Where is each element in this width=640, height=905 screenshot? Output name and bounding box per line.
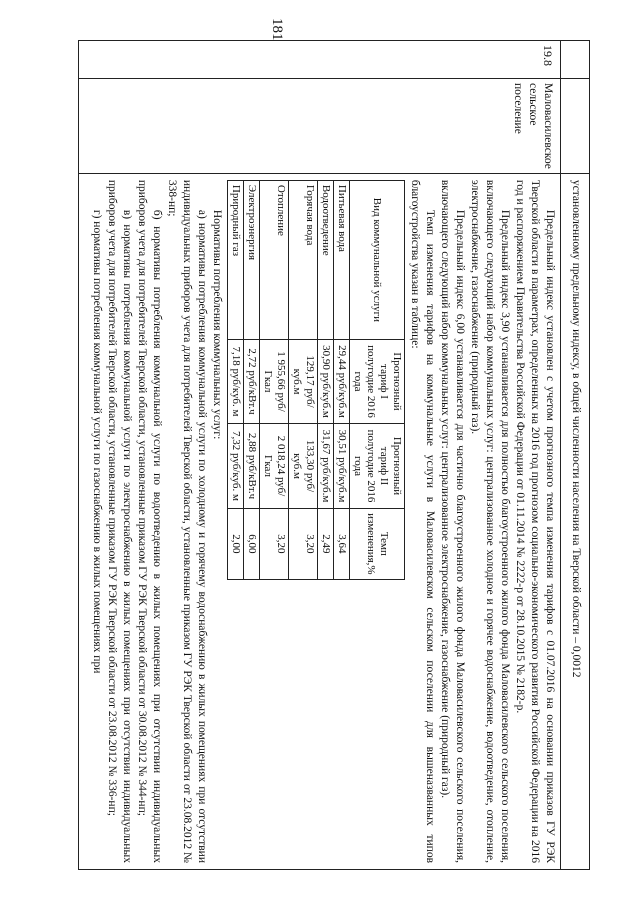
paragraph: Предельный индекс 6,00 устанавливается для частично благоустроенного жилого фонда Маловасилевского сельского поселения, включающего следующий набор коммунальных услуг: централизованное электроснабжение, газоснабжение (природный газ). [439, 179, 466, 863]
service-name: Водоотведение [318, 180, 334, 339]
norm-item: г) нормативы потребления коммунальной услуги по газоснабжению в жилых помещениях при [91, 209, 103, 674]
service-name: Горячая вода [289, 180, 318, 339]
norm-item: б) нормативы потребления коммунальной услуги по водоотведению в жилых помещениях при отсутствии индивидуальных приборов учета для потребителей Тверской области, установленные приказом ГУ РЭК Тверской области от 30.08.2012 № 344-нп; [136, 179, 163, 863]
tariff-h2: 30,51 руб/куб.м [334, 424, 350, 509]
table-row [289, 180, 318, 579]
paragraph: Предельный индекс установлен с учетом прогнозного темпа изменения тарифов с 01.07.2016 на основании приказов ГУ РЭК Тверской области в параметрах, определенных на 2016 год прогнозом социально-экономического развития Российской Федерации на 2016 год и распоряжением Правительства Российской Федерации от 01.11.2014 № 2222-р от 28.10.2015 № 2182-р. [514, 179, 556, 863]
norm-item: а) нормативы потребления коммунальной услуги по холодному и горячему водоснабжению в жилых помещениях при отсутствии индивидуальных приборов учета для потребителей Тверской области, установленные приказом ГУ РЭК Тверской области от 23.08.2012 № 338-нп; [166, 179, 208, 863]
change-rate: 6,00 [244, 508, 260, 579]
page-number: 181 [269, 18, 285, 41]
index-cell [79, 41, 561, 79]
description-cell [79, 173, 561, 869]
table-row [228, 180, 244, 579]
table-row [561, 41, 590, 870]
service-name: Электроэнергия [244, 180, 260, 339]
paragraph: Предельный индекс 3,90 устанавливается для полностью благоустроенного жилого фонда Маловасилевского сельского поселения, включающего следующий набор коммунальных услуг: централизованное холодное и горячее водоснабжение, водоотведение, отопление, электроснабжение, газоснабжение (природный газ). [469, 179, 511, 863]
settlement-name: Маловасилевское сельское поселение [512, 83, 554, 169]
settlement-cell-empty [561, 79, 590, 174]
tariff-h1: 129,17 руб/ куб.м [289, 339, 318, 423]
column-header: Прогнозный тариф II полугодие 2016 года [350, 424, 405, 509]
tariff-h2: 2,88 руб/кВт.ч [244, 424, 260, 509]
tariff-h1: 1 955,66 руб/Гкал [260, 339, 289, 423]
row-index: 19.8 [541, 45, 555, 66]
table-row [79, 41, 561, 870]
service-name: Отопление [260, 180, 289, 339]
rotated-document [78, 40, 590, 870]
settlement-cell [79, 79, 561, 174]
tariff-h1: 2,72 руб/кВт.ч [244, 339, 260, 423]
tariff-table [227, 180, 405, 580]
tariff-h2: 133,30 руб/ куб.м [289, 424, 318, 509]
service-name: Питьевая вода [334, 180, 350, 339]
change-rate: 3,20 [289, 508, 318, 579]
tariff-h1: 7,18 руб/куб. м [228, 339, 244, 423]
column-header: Вид коммунальной услуги [350, 180, 405, 339]
tariff-h2: 7,32 руб/куб. м [228, 424, 244, 509]
norms-intro: Нормативы потребления коммунальных услуг: [211, 209, 223, 440]
continuation-cell [561, 173, 590, 869]
change-rate: 2,00 [228, 508, 244, 579]
table-row [244, 180, 260, 579]
table-row [260, 180, 289, 579]
service-name: Природный газ [228, 180, 244, 339]
paragraph: Темп изменения тарифов на коммунальные услуги в Маловасилевском сельском поселении для вышеназванных типов благоустройства указан в таблице: [409, 179, 436, 863]
table-row [334, 180, 350, 579]
continuation-text: установленному предельному индексу, в общей численности населения на Тверской области – 0,0012 [570, 179, 582, 678]
norm-item: в) нормативы потребления коммунальной услуги по электроснабжению в жилых помещениях при отсутствии индивидуальных приборов учета для потребителей Тверской области, установленные приказом ГУ РЭК Тверской области от 23.08.2012 № 336-нп; [106, 179, 133, 863]
document-table [78, 40, 590, 870]
column-header: Прогнозный тариф I полугодие 2016 года [350, 339, 405, 423]
change-rate: 3,64 [334, 508, 350, 579]
column-header: Темп изменения,% [350, 508, 405, 579]
change-rate: 2,49 [318, 508, 334, 579]
tariff-h2: 31,67 руб/куб.м [318, 424, 334, 509]
tariff-h2: 2 018,24 руб/Гкал [260, 424, 289, 509]
tariff-header-row [350, 180, 405, 579]
tariff-h1: 29,44 руб/куб.м [334, 339, 350, 423]
change-rate: 3,20 [260, 508, 289, 579]
tariff-h1: 30,90 руб/куб.м [318, 339, 334, 423]
index-cell-empty [561, 41, 590, 79]
table-row [318, 180, 334, 579]
